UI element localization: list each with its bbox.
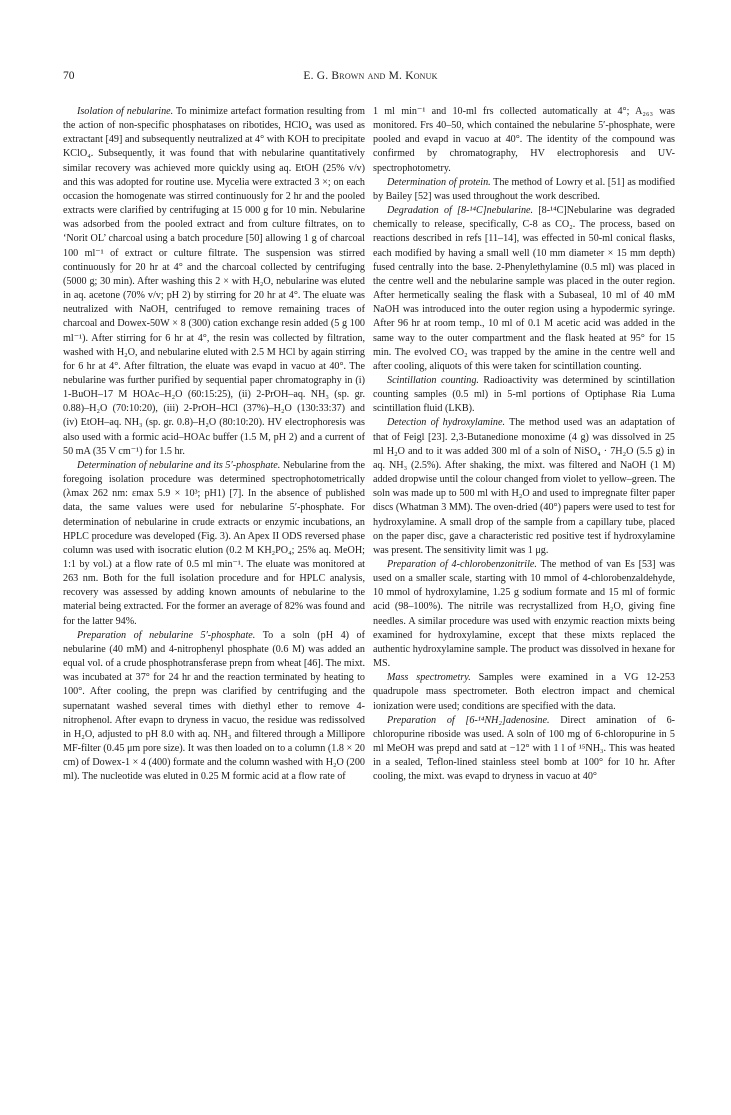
- paragraph-preparation-phosphate: [63, 629, 365, 785]
- paragraph-mass-spectrometry: [373, 671, 675, 713]
- paragraph-heading: Scintillation counting.: [387, 374, 479, 386]
- paragraph-scintillation: [373, 374, 675, 416]
- paragraph-heading: Detection of hydroxylamine.: [387, 417, 506, 429]
- running-title: E. G. Brown and M. Konuk: [303, 70, 438, 82]
- paragraph-heading: Determination of protein.: [387, 176, 491, 188]
- page-header: [63, 70, 678, 86]
- paragraph-text: The method used was an adaptation of that of Feigl [23]. 2,3-Butanedione monoxime (4 g) was dissolved in 25 ml H₂O and to it was added 300 ml of a soln of NiSO₄ · 7H₂O (5.5 g) in aq. NH₃ (2.5%). After shaking, the mixt. was filtered and NaOH (1 M) added dropwise until the colour changed from violet to yellow–green. The soln was made up to 500 ml with H₂O and used to impregnate filter paper discs (Whatman 3 MM). The oven-dried (40°) papers were used to test for hydroxylamine. A small drop of the sample from a capillary tube, placed on the paper disc, gave a characteristic red positive test if hydroxylamine was present. The sensitivity limit was 1 μg.: [373, 417, 675, 556]
- paragraph-text: 1 ml min⁻¹ and 10-ml frs collected automatically at 4°; A₂₆₃ was monitored. Frs 40–50, which contained the nebularine 5′-phosphate, were pooled and evapd in vacuo at 40°. The identity of the compound was confirmed by chromatography, HV electrophoresis and UV-spectrophotometry.: [373, 106, 675, 174]
- paragraph-heading: Determination of nebularine and its 5′-phosphate.: [77, 459, 281, 471]
- paragraph-chlorobenzonitrile: [373, 558, 675, 671]
- paragraph-text: To a soln (pH 4) of nebularine (40 mM) and 4-nitrophenyl phosphate (0.6 M) was added an equal vol. of a crude phosphotransferase prepn from wheat [46]. The mixt. was incubated at 37° for 24 hr and the reaction terminated by heating to 100°. After cooling, the prepn was clarified by centrifuging and the supernatant washed several times with diethyl ether to remove 4-nitrophenol. After evapn to dryness in vacuo, the residue was redissolved in H₂O, adjusted to pH 8.0 with aq. NH₃ and filtered through a Millipore MF-filter (0.45 μm pore size). It was then loaded on to a column (1.8 × 20 cm) of Dowex-1 × 4 (400) formate and the column washed with H₂O (200 ml). The nucleotide was eluted in 0.25 M formic acid at a flow rate of: [63, 629, 365, 783]
- left-column: [63, 105, 365, 785]
- paragraph-protein: [373, 176, 675, 204]
- paragraph-text: Nebularine from the foregoing isolation procedure was determined spectrophotometrically (λmax 262 nm: εmax 5.9 × 10³; pH1) [7]. In the absence of published data, the same values were used for nebularine 5′-phosphate. For determination of nebularine in crude extracts or enzymic incubations, an HPLC procedure was developed (Fig. 3). An Apex II ODS reversed phase column was used with isocratic elution (0.2 M KH₂PO₄; 25% aq. MeOH; 1:1 by vol.) at a flow rate of 0.5 ml min⁻¹. The eluate was monitored at 263 nm. Both for the full isolation procedure and for HPLC analysis, recovery was assessed by adding known amounts of nebularine to the material being extracted. For the former an average of 82% was found and for the latter 94%.: [63, 459, 365, 627]
- paragraph-heading: Preparation of 4-chlorobenzonitrile.: [387, 559, 537, 570]
- paragraph-degradation: [373, 204, 675, 374]
- paragraph-heading: Mass spectrometry.: [387, 672, 471, 684]
- right-column: [373, 105, 675, 785]
- paragraph-text: Radioactivity was determined by scintillation counting samples (0.5 ml) in 5-ml portions of Optiphase Ria Luma scintillation fluid (LKB).: [373, 374, 675, 415]
- paragraph-text: Samples were examined in a VG 12-253 quadrupole mass spectrometer. Both electron impact and chemical ionization were used; conditions are specified with the data.: [373, 672, 675, 712]
- paragraph-continued: [373, 105, 675, 176]
- paragraph-heading: Preparation of [6-¹⁴NH₂]adenosine.: [387, 714, 550, 726]
- paragraph-adenosine: [373, 714, 675, 785]
- paragraph-isolation: [63, 105, 365, 459]
- paragraph-heading: Degradation of [8-¹⁴C]nebularine.: [387, 205, 534, 217]
- paragraph-hydroxylamine: [373, 416, 675, 558]
- paragraph-text: Direct amination of 6-chloropurine riboside was used. A soln of 100 mg of 6-chloropurine in 5 ml MeOH was prepd and satd at −12° with 1 l of ¹⁵NH₃. This was heated in a sealed, Teflon-lined stainless steel bomb at 100° for 10 hr. After cooling, the mixt. was evapd to dryness in vacuo at 40°: [373, 714, 676, 783]
- paragraph-text: To minimize artefact formation resulting from the action of non-specific phosphatases on ribotides, HClO₄ was used as extractant [49] and subsequently neutralized at 4° with KOH to precipitate KClO₄. Subsequently, it was found that with nebularine quantitatively similar recovery was achieved more quickly using aq. EtOH (25% v/v) and this was adopted for routine use. Mycelia were extracted 3 ×; on each occasion the homogenate was stirred continuously for 2 hr and the pooled extracts were clarified by centrifuging at 15 000 g for 10 min. Nebularine was adsorbed from the pooled extract and from culture filtrates, on to ‘Norit OL’ charcoal using a batch procedure [50] allowing 1 g of charcoal 100 ml⁻¹ of extract or culture filtrate. The suspension was stirred continuously for 20 hr at 4° and the charcoal collected by centrifuging (5000 g; 30 min). After washing this 2 × with H₂O, nebularine was eluted in aq. acetone (70% v/v; pH 2) by stirring for 20 hr at 4°. The eluate was neutralized with NaOH, centrifuged to remove remaining traces of charcoal and Dowex-50W × 8 (300) cation exchange resin added (5 g 100 ml⁻¹). After stirring for 6 hr at 4°, the resin was collected by filtration, washed with H₂O, and nebularine eluted with 2.5 M HCl by again stirring for 6 hr at 4°. After filtration, the eluate was evapd in vacuo at 40°. The nebularine was further purified by sequential paper chromatography in (i) 1-BuOH–17 M HOAc–H₂O (60:15:25), (ii) 2-PrOH–aq. NH₃ (sp. gr. 0.88)–H₂O (70:10:20), (iii) 2-PrOH–HCl (37%)–H₂O (130:33:37) and (iv) EtOH–aq. NH₃ (sp. gr. 0.8)–H₂O (80:10:20). HV electrophoresis was also used with a formic acid–HOAc buffer (1.5 M, pH 2) and a current of 50 mA (35 V cm⁻¹) for 1.5 hr.: [63, 106, 366, 457]
- paragraph-text: The method of van Es [53] was used on a smaller scale, starting with 10 mmol of 4-chlorobenzaldehyde, 10 mmol of hydroxylamine, 1.25 g sodium formate and 15 ml of formic acid (98–100%). The nitrile was recrystallized from H₂O, giving fine needles. A similar procedure was used with enzymic reaction mixts being examined for hydroxylamine, except that these mixts replaced the authentic hydroxylamine sample. The product was dissolved in hexane for MS.: [373, 559, 675, 670]
- paragraph-text: [8-¹⁴C]Nebularine was degraded chemically to release, specifically, C-8 as CO₂. The process, based on reactions described in refs [11–14], was effected in 50-ml conical flasks, each modified by having a small well (10 mm diameter × 15 mm depth) fused centrally into the base. 2-Phenylethylamine (0.5 ml) was placed in the centre well and the nebularine sample was placed in the outer region. After hermetically sealing the flask with a Subaseal, 10 ml of 40 mM NaOH was introduced into the outer region using a hypodermic syringe. After 96 hr at room temp., 10 ml of 0.1 M acetic acid was added in the same way to the outer compartment and the flask heated at 95° for 15 min. The evolved CO₂ was trapped by the amine in the centre well and after cooling, aliquots of this were taken for scintillation counting.: [373, 205, 675, 372]
- paragraph-heading: Preparation of nebularine 5′-phosphate.: [77, 629, 256, 641]
- paragraph-determination: [63, 459, 365, 629]
- paragraph-heading: Isolation of nebularine.: [77, 106, 174, 117]
- page-number: 70: [63, 70, 75, 82]
- paragraph-text: The method of Lowry et al. [51] as modified by Bailey [52] was used throughout the work described.: [373, 176, 675, 202]
